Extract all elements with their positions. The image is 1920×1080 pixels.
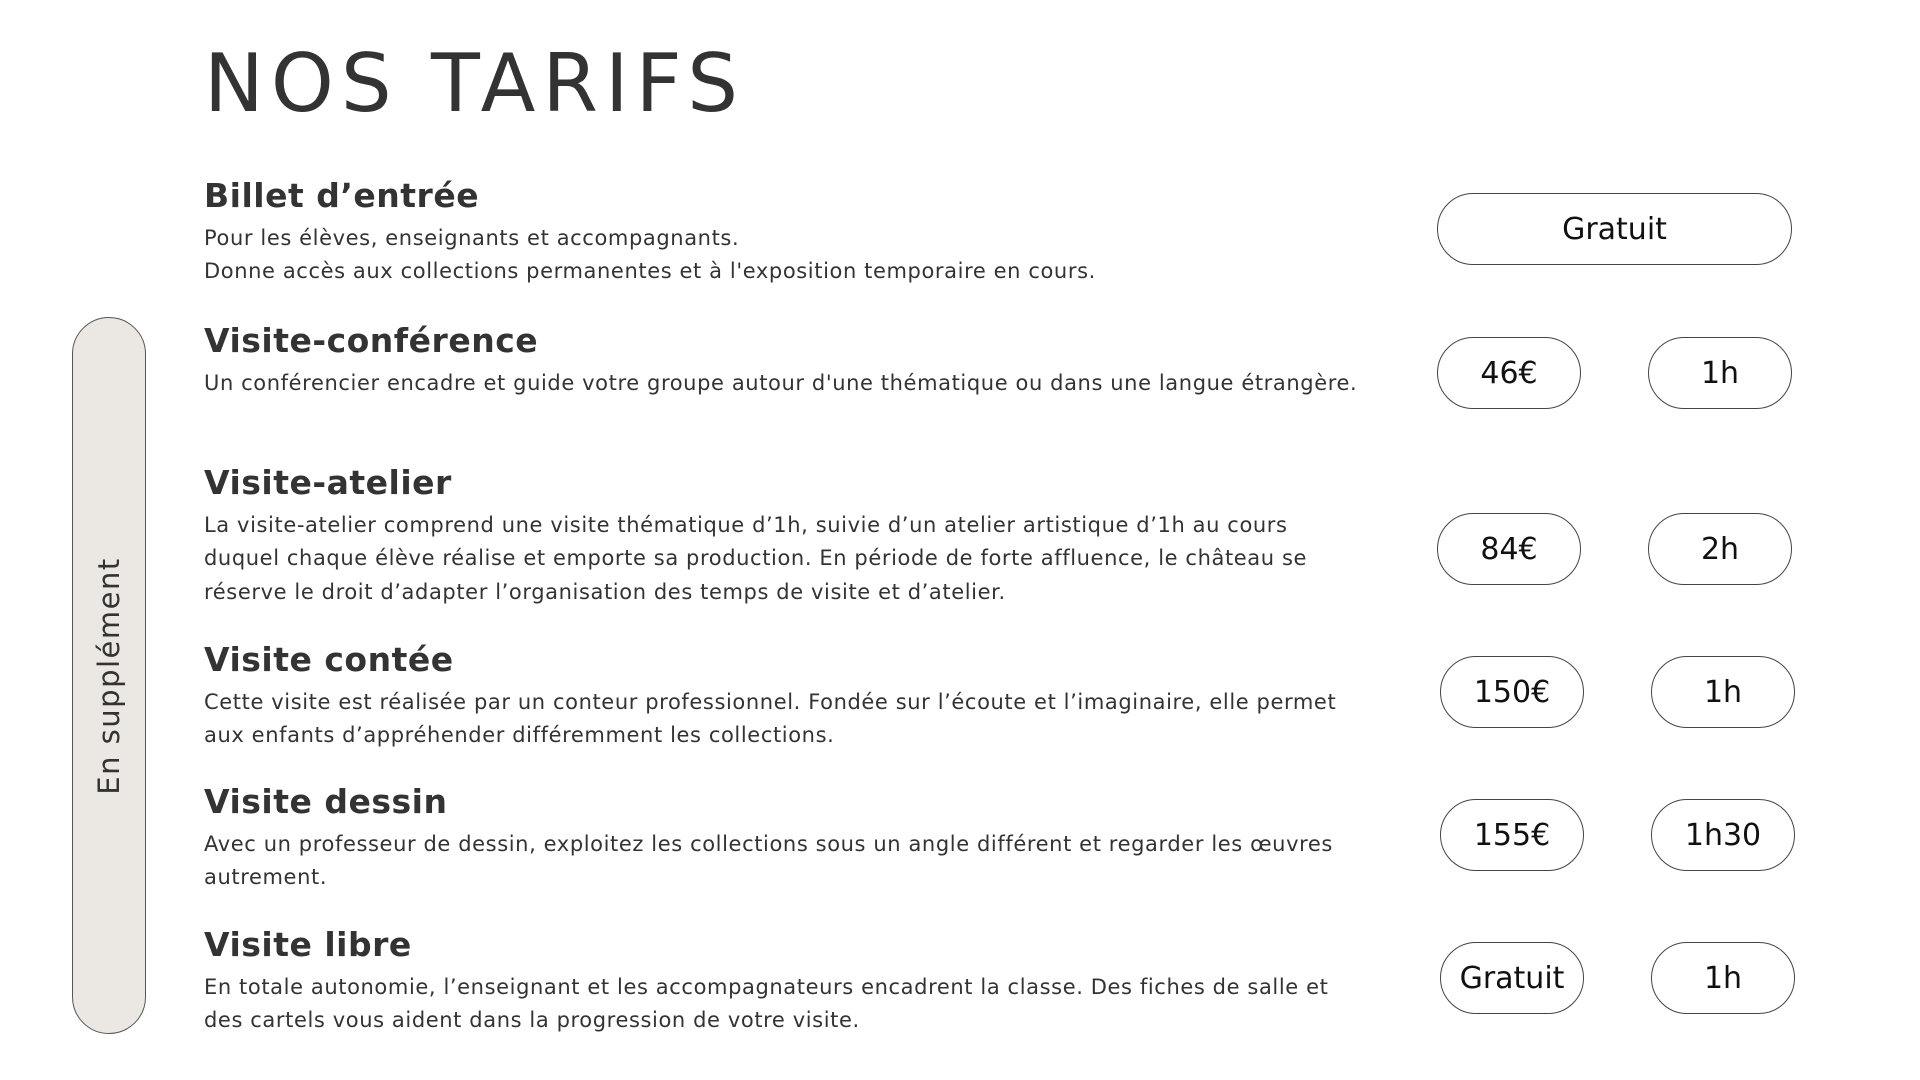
price-pill: 84€: [1437, 513, 1581, 585]
item-visite-dessin: [204, 782, 1364, 895]
item-description: Un conférencier encadre et guide votre groupe autour d'une thématique ou dans une langue étrangère.: [204, 370, 1358, 395]
item-visite-libre: [204, 925, 1364, 1038]
item-visite-contee: [204, 640, 1364, 753]
duration-pill: 2h: [1648, 513, 1792, 585]
item-description: [204, 222, 1364, 289]
duration-pill: 1h: [1648, 337, 1792, 409]
duration-pill: 1h: [1651, 942, 1795, 1014]
price-pill: 150€: [1440, 656, 1584, 728]
item-heading: Visite-conférence: [204, 321, 539, 360]
duration-pill: 1h: [1651, 656, 1795, 728]
item-description: En totale autonomie, l’enseignant et les accompagnateurs encadrent la classe. Des fiches de salle et des cartels vous aident dans la progression de votre visite.: [204, 974, 1329, 1033]
duration-pill: 1h30: [1651, 799, 1795, 871]
item-description: La visite-atelier comprend une visite thématique d’1h, suivie d’un atelier artistique d’1h au cours duquel chaque élève réalise et emporte sa production. En période de forte affluence, le château se réserve le droit d’adapter l’organisation des temps de visite et d’atelier.: [204, 512, 1308, 604]
item-description: Avec un professeur de dessin, exploitez les collections sous un angle différent et regarder les œuvres autrement.: [204, 831, 1333, 890]
price-pill: 46€: [1437, 337, 1581, 409]
supplement-label: En supplément: [92, 556, 126, 795]
description-line: Pour les élèves, enseignants et accompagnants.: [204, 225, 740, 250]
item-billet-entree: [204, 176, 1364, 289]
item-description: Cette visite est réalisée par un conteur professionnel. Fondée sur l’écoute et l’imaginaire, elle permet aux enfants d’appréhender différemment les collections.: [204, 689, 1337, 748]
item-heading: Visite-atelier: [204, 463, 452, 502]
item-heading: Visite dessin: [204, 782, 448, 821]
item-heading: Billet d’entrée: [204, 176, 480, 215]
item-heading: Visite libre: [204, 925, 412, 964]
price-pill: Gratuit: [1440, 942, 1584, 1014]
item-heading: Visite contée: [204, 640, 454, 679]
supplement-label-box: [72, 317, 146, 1034]
item-visite-atelier: [204, 463, 1364, 609]
item-visite-conference: [204, 321, 1364, 400]
price-pill: 155€: [1440, 799, 1584, 871]
page-title: NOS TARIFS: [204, 37, 745, 130]
price-pill: Gratuit: [1437, 193, 1792, 265]
description-line: Donne accès aux collections permanentes et à l'exposition temporaire en cours.: [204, 259, 1096, 284]
